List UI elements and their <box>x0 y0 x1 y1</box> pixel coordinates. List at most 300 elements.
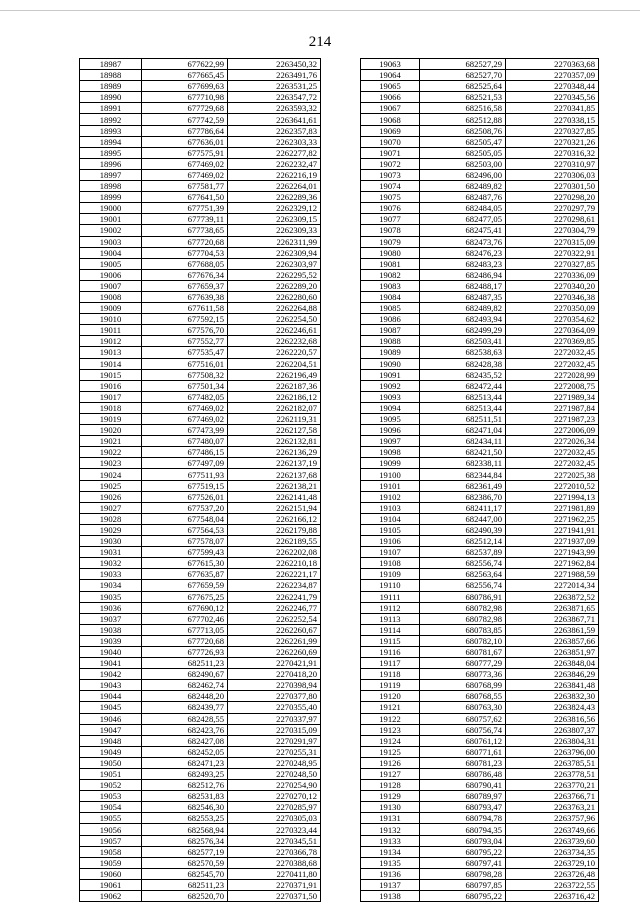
y-coordinate-cell: 2270306,03 <box>506 169 599 180</box>
x-coordinate-cell: 682488,17 <box>420 280 506 291</box>
table-row <box>361 369 599 380</box>
point-number-cell: 19004 <box>80 247 142 258</box>
x-coordinate-cell: 682538,63 <box>420 347 506 358</box>
table-row <box>361 214 599 225</box>
y-coordinate-cell: 2262280,60 <box>228 291 321 302</box>
y-coordinate-cell: 2263796,00 <box>506 746 599 757</box>
x-coordinate-cell: 677635,87 <box>142 569 228 580</box>
point-number-cell: 19068 <box>361 114 420 125</box>
table-row <box>361 169 599 180</box>
y-coordinate-cell: 2263547,72 <box>228 92 321 103</box>
table-row <box>361 524 599 535</box>
table-row <box>361 247 599 258</box>
x-coordinate-cell: 682471,23 <box>142 757 228 768</box>
point-number-cell: 19097 <box>361 436 420 447</box>
x-coordinate-cell: 682361,49 <box>420 480 506 491</box>
table-row <box>80 580 321 591</box>
point-number-cell: 19082 <box>361 269 420 280</box>
x-coordinate-cell: 680795,22 <box>420 846 506 857</box>
y-coordinate-cell: 2270388,68 <box>228 857 321 868</box>
point-number-cell: 19072 <box>361 158 420 169</box>
point-number-cell: 19027 <box>80 502 142 513</box>
point-number-cell: 19118 <box>361 669 420 680</box>
x-coordinate-cell: 677592,15 <box>142 314 228 325</box>
point-number-cell: 19061 <box>80 879 142 890</box>
point-number-cell: 19031 <box>80 547 142 558</box>
x-coordinate-cell: 682496,00 <box>420 169 506 180</box>
x-coordinate-cell: 682421,50 <box>420 447 506 458</box>
y-coordinate-cell: 2270316,32 <box>506 147 599 158</box>
table-row <box>80 247 321 258</box>
x-coordinate-cell: 682473,76 <box>420 236 506 247</box>
point-number-cell: 19055 <box>80 813 142 824</box>
x-coordinate-cell: 682386,70 <box>420 491 506 502</box>
point-number-cell: 19086 <box>361 314 420 325</box>
y-coordinate-cell: 2270371,91 <box>228 879 321 890</box>
point-number-cell: 19077 <box>361 214 420 225</box>
table-row <box>361 580 599 591</box>
table-row <box>80 868 321 879</box>
y-coordinate-cell: 2262138,21 <box>228 480 321 491</box>
x-coordinate-cell: 677690,12 <box>142 602 228 613</box>
x-coordinate-cell: 682513,44 <box>420 402 506 413</box>
table-row <box>361 81 599 92</box>
y-coordinate-cell: 2272032,45 <box>506 447 599 458</box>
y-coordinate-cell: 2262289,36 <box>228 192 321 203</box>
y-coordinate-cell: 2262264,88 <box>228 303 321 314</box>
y-coordinate-cell: 2262136,29 <box>228 447 321 458</box>
y-coordinate-cell: 2270248,50 <box>228 769 321 780</box>
point-number-cell: 19132 <box>361 824 420 835</box>
point-number-cell: 19074 <box>361 181 420 192</box>
y-coordinate-cell: 2262137,19 <box>228 458 321 469</box>
x-coordinate-cell: 677665,45 <box>142 70 228 81</box>
top-rule <box>0 10 640 11</box>
x-coordinate-cell: 682435,52 <box>420 369 506 380</box>
x-coordinate-cell: 682503,41 <box>420 336 506 347</box>
y-coordinate-cell: 2262127,58 <box>228 425 321 436</box>
x-coordinate-cell: 677713,05 <box>142 624 228 635</box>
y-coordinate-cell: 2263841,48 <box>506 680 599 691</box>
table-row <box>361 436 599 447</box>
y-coordinate-cell: 2263770,21 <box>506 780 599 791</box>
x-coordinate-cell: 682577,19 <box>142 846 228 857</box>
table-row <box>361 402 599 413</box>
y-coordinate-cell: 2272010,52 <box>506 480 599 491</box>
point-number-cell: 18992 <box>80 114 142 125</box>
table-row <box>361 802 599 813</box>
y-coordinate-cell: 2270355,40 <box>228 702 321 713</box>
y-coordinate-cell: 2262210,18 <box>228 558 321 569</box>
y-coordinate-cell: 2262220,57 <box>228 347 321 358</box>
table-row <box>80 336 321 347</box>
point-number-cell: 19054 <box>80 802 142 813</box>
y-coordinate-cell: 2270322,91 <box>506 247 599 258</box>
x-coordinate-cell: 682511,51 <box>420 414 506 425</box>
x-coordinate-cell: 677704,53 <box>142 247 228 258</box>
y-coordinate-cell: 2272026,34 <box>506 436 599 447</box>
y-coordinate-cell: 2263824,43 <box>506 702 599 713</box>
x-coordinate-cell: 682570,59 <box>142 857 228 868</box>
point-number-cell: 19046 <box>80 713 142 724</box>
table-row <box>80 602 321 613</box>
y-coordinate-cell: 2270411,80 <box>228 868 321 879</box>
x-coordinate-cell: 682428,38 <box>420 358 506 369</box>
y-coordinate-cell: 2270340,20 <box>506 280 599 291</box>
table-row <box>80 70 321 81</box>
x-coordinate-cell: 682477,05 <box>420 214 506 225</box>
y-coordinate-cell: 2263851,97 <box>506 646 599 657</box>
y-coordinate-cell: 2270305,03 <box>228 813 321 824</box>
y-coordinate-cell: 2263593,32 <box>228 103 321 114</box>
x-coordinate-cell: 680773,36 <box>420 669 506 680</box>
table-row <box>361 258 599 269</box>
x-coordinate-cell: 682489,82 <box>420 303 506 314</box>
point-number-cell: 19117 <box>361 658 420 669</box>
point-number-cell: 19130 <box>361 802 420 813</box>
y-coordinate-cell: 2271987,23 <box>506 414 599 425</box>
x-coordinate-cell: 682516,58 <box>420 103 506 114</box>
point-number-cell: 19045 <box>80 702 142 713</box>
point-number-cell: 19120 <box>361 691 420 702</box>
point-number-cell: 19078 <box>361 225 420 236</box>
point-number-cell: 18999 <box>80 192 142 203</box>
y-coordinate-cell: 2272032,45 <box>506 347 599 358</box>
point-number-cell: 19135 <box>361 857 420 868</box>
x-coordinate-cell: 677516,01 <box>142 358 228 369</box>
x-coordinate-cell: 677738,65 <box>142 225 228 236</box>
x-coordinate-cell: 680790,41 <box>420 780 506 791</box>
table-row <box>361 591 599 602</box>
point-number-cell: 19000 <box>80 203 142 214</box>
x-coordinate-cell: 677473,99 <box>142 425 228 436</box>
y-coordinate-cell: 2262221,17 <box>228 569 321 580</box>
table-row <box>361 125 599 136</box>
table-row <box>361 447 599 458</box>
x-coordinate-cell: 682556,74 <box>420 580 506 591</box>
table-row <box>361 469 599 480</box>
x-coordinate-cell: 680782,10 <box>420 635 506 646</box>
table-row <box>80 280 321 291</box>
y-coordinate-cell: 2270298,61 <box>506 214 599 225</box>
x-coordinate-cell: 677526,01 <box>142 491 228 502</box>
table-row <box>361 425 599 436</box>
table-row <box>361 502 599 513</box>
table-row <box>361 414 599 425</box>
x-coordinate-cell: 682511,23 <box>142 658 228 669</box>
x-coordinate-cell: 682487,35 <box>420 291 506 302</box>
y-coordinate-cell: 2270345,51 <box>228 835 321 846</box>
coordinates-table-left <box>79 58 321 902</box>
point-number-cell: 18990 <box>80 92 142 103</box>
point-number-cell: 19056 <box>80 824 142 835</box>
point-number-cell: 19015 <box>80 369 142 380</box>
point-number-cell: 19021 <box>80 436 142 447</box>
table-row <box>80 291 321 302</box>
y-coordinate-cell: 2262329,12 <box>228 203 321 214</box>
point-number-cell: 19052 <box>80 780 142 791</box>
table-row <box>80 524 321 535</box>
table-row <box>361 314 599 325</box>
table-row <box>361 868 599 879</box>
table-row <box>361 658 599 669</box>
table-row <box>80 125 321 136</box>
table-row <box>80 414 321 425</box>
point-number-cell: 19111 <box>361 591 420 602</box>
x-coordinate-cell: 677508,32 <box>142 369 228 380</box>
x-coordinate-cell: 682448,20 <box>142 691 228 702</box>
y-coordinate-cell: 2262166,12 <box>228 513 321 524</box>
x-coordinate-cell: 677501,34 <box>142 380 228 391</box>
point-number-cell: 19024 <box>80 469 142 480</box>
table-row <box>80 857 321 868</box>
x-coordinate-cell: 682462,74 <box>142 680 228 691</box>
y-coordinate-cell: 2272025,38 <box>506 469 599 480</box>
y-coordinate-cell: 2262137,68 <box>228 469 321 480</box>
table-row <box>361 735 599 746</box>
x-coordinate-cell: 680797,41 <box>420 857 506 868</box>
point-number-cell: 19079 <box>361 236 420 247</box>
point-number-cell: 19035 <box>80 591 142 602</box>
point-number-cell: 19065 <box>361 81 420 92</box>
point-number-cell: 19107 <box>361 547 420 558</box>
table-row <box>361 680 599 691</box>
x-coordinate-cell: 682338,11 <box>420 458 506 469</box>
y-coordinate-cell: 2262234,87 <box>228 580 321 591</box>
table-row <box>361 857 599 868</box>
y-coordinate-cell: 2271943,99 <box>506 547 599 558</box>
y-coordinate-cell: 2270421,91 <box>228 658 321 669</box>
y-coordinate-cell: 2270254,90 <box>228 780 321 791</box>
point-number-cell: 19041 <box>80 658 142 669</box>
point-number-cell: 19051 <box>80 769 142 780</box>
table-row <box>80 669 321 680</box>
y-coordinate-cell: 2263872,52 <box>506 591 599 602</box>
y-coordinate-cell: 2263832,30 <box>506 691 599 702</box>
point-number-cell: 19125 <box>361 746 420 757</box>
table-row <box>80 436 321 447</box>
point-number-cell: 19119 <box>361 680 420 691</box>
y-coordinate-cell: 2272032,45 <box>506 458 599 469</box>
point-number-cell: 19053 <box>80 791 142 802</box>
table-row <box>361 336 599 347</box>
x-coordinate-cell: 682447,00 <box>420 513 506 524</box>
table-row <box>80 769 321 780</box>
y-coordinate-cell: 2263807,37 <box>506 724 599 735</box>
y-coordinate-cell: 2263726,48 <box>506 868 599 879</box>
table-row <box>361 780 599 791</box>
point-number-cell: 19138 <box>361 891 420 902</box>
y-coordinate-cell: 2262232,68 <box>228 336 321 347</box>
table-row <box>361 158 599 169</box>
y-coordinate-cell: 2270304,79 <box>506 225 599 236</box>
y-coordinate-cell: 2272008,75 <box>506 380 599 391</box>
x-coordinate-cell: 677786,64 <box>142 125 228 136</box>
x-coordinate-cell: 680768,99 <box>420 680 506 691</box>
x-coordinate-cell: 680771,61 <box>420 746 506 757</box>
point-number-cell: 19011 <box>80 325 142 336</box>
x-coordinate-cell: 680786,48 <box>420 769 506 780</box>
point-number-cell: 18987 <box>80 59 142 70</box>
y-coordinate-cell: 2270369,85 <box>506 336 599 347</box>
table-row <box>80 225 321 236</box>
point-number-cell: 19040 <box>80 646 142 657</box>
point-number-cell: 19109 <box>361 569 420 580</box>
x-coordinate-cell: 682499,29 <box>420 325 506 336</box>
table-row <box>361 624 599 635</box>
y-coordinate-cell: 2270350,09 <box>506 303 599 314</box>
x-coordinate-cell: 682493,94 <box>420 314 506 325</box>
point-number-cell: 19102 <box>361 491 420 502</box>
point-number-cell: 19001 <box>80 214 142 225</box>
y-coordinate-cell: 2270366,78 <box>228 846 321 857</box>
table-row <box>361 702 599 713</box>
y-coordinate-cell: 2263871,65 <box>506 602 599 613</box>
y-coordinate-cell: 2262141,48 <box>228 491 321 502</box>
y-coordinate-cell: 2270337,97 <box>228 713 321 724</box>
point-number-cell: 19075 <box>361 192 420 203</box>
x-coordinate-cell: 682521,53 <box>420 92 506 103</box>
x-coordinate-cell: 677552,77 <box>142 336 228 347</box>
table-row <box>80 591 321 602</box>
x-coordinate-cell: 677710,98 <box>142 92 228 103</box>
point-number-cell: 19025 <box>80 480 142 491</box>
x-coordinate-cell: 677511,93 <box>142 469 228 480</box>
y-coordinate-cell: 2262261,99 <box>228 635 321 646</box>
y-coordinate-cell: 2270298,20 <box>506 192 599 203</box>
x-coordinate-cell: 682512,88 <box>420 114 506 125</box>
x-coordinate-cell: 682411,17 <box>420 502 506 513</box>
x-coordinate-cell: 682427,08 <box>142 735 228 746</box>
y-coordinate-cell: 2271981,89 <box>506 502 599 513</box>
point-number-cell: 19100 <box>361 469 420 480</box>
point-number-cell: 19115 <box>361 635 420 646</box>
y-coordinate-cell: 2262196,49 <box>228 369 321 380</box>
table-row <box>361 569 599 580</box>
y-coordinate-cell: 2263716,42 <box>506 891 599 902</box>
point-number-cell: 19128 <box>361 780 420 791</box>
table-row <box>80 458 321 469</box>
point-number-cell: 19084 <box>361 291 420 302</box>
point-number-cell: 19073 <box>361 169 420 180</box>
table-row <box>80 169 321 180</box>
y-coordinate-cell: 2263739,60 <box>506 835 599 846</box>
point-number-cell: 19087 <box>361 325 420 336</box>
x-coordinate-cell: 677688,05 <box>142 258 228 269</box>
table-row <box>80 757 321 768</box>
point-number-cell: 19026 <box>80 491 142 502</box>
point-number-cell: 19103 <box>361 502 420 513</box>
y-coordinate-cell: 2262309,94 <box>228 247 321 258</box>
point-number-cell: 19050 <box>80 757 142 768</box>
x-coordinate-cell: 682508,76 <box>420 125 506 136</box>
y-coordinate-cell: 2263857,66 <box>506 635 599 646</box>
x-coordinate-cell: 680786,91 <box>420 591 506 602</box>
table-row <box>361 291 599 302</box>
x-coordinate-cell: 682527,70 <box>420 70 506 81</box>
y-coordinate-cell: 2263763,21 <box>506 802 599 813</box>
y-coordinate-cell: 2270363,68 <box>506 59 599 70</box>
point-number-cell: 19028 <box>80 513 142 524</box>
point-number-cell: 19110 <box>361 580 420 591</box>
point-number-cell: 19002 <box>80 225 142 236</box>
table-row <box>80 891 321 902</box>
table-row <box>361 325 599 336</box>
x-coordinate-cell: 680793,04 <box>420 835 506 846</box>
point-number-cell: 19091 <box>361 369 420 380</box>
y-coordinate-cell: 2270348,44 <box>506 81 599 92</box>
table-row <box>80 236 321 247</box>
table-row <box>80 658 321 669</box>
y-coordinate-cell: 2270346,38 <box>506 291 599 302</box>
point-number-cell: 19020 <box>80 425 142 436</box>
y-coordinate-cell: 2271941,91 <box>506 524 599 535</box>
x-coordinate-cell: 682511,23 <box>142 879 228 890</box>
table-row <box>361 547 599 558</box>
y-coordinate-cell: 2263531,25 <box>228 81 321 92</box>
table-row <box>80 691 321 702</box>
table-row <box>361 114 599 125</box>
point-number-cell: 19114 <box>361 624 420 635</box>
x-coordinate-cell: 677720,68 <box>142 236 228 247</box>
x-coordinate-cell: 677497,09 <box>142 458 228 469</box>
x-coordinate-cell: 680798,28 <box>420 868 506 879</box>
x-coordinate-cell: 677575,91 <box>142 147 228 158</box>
table-row <box>361 724 599 735</box>
table-row <box>80 136 321 147</box>
table-row <box>361 691 599 702</box>
x-coordinate-cell: 677729,68 <box>142 103 228 114</box>
x-coordinate-cell: 682471,04 <box>420 425 506 436</box>
table-row <box>361 225 599 236</box>
x-coordinate-cell: 677659,37 <box>142 280 228 291</box>
x-coordinate-cell: 677641,50 <box>142 192 228 203</box>
table-row <box>361 846 599 857</box>
x-coordinate-cell: 677639,38 <box>142 291 228 302</box>
table-row <box>361 147 599 158</box>
x-coordinate-cell: 677636,01 <box>142 136 228 147</box>
x-coordinate-cell: 682344,84 <box>420 469 506 480</box>
y-coordinate-cell: 2263491,76 <box>228 70 321 81</box>
point-number-cell: 19096 <box>361 425 420 436</box>
table-row <box>80 746 321 757</box>
x-coordinate-cell: 682527,29 <box>420 59 506 70</box>
point-number-cell: 19016 <box>80 380 142 391</box>
x-coordinate-cell: 677537,20 <box>142 502 228 513</box>
table-row <box>80 480 321 491</box>
point-number-cell: 19108 <box>361 558 420 569</box>
y-coordinate-cell: 2270371,50 <box>228 891 321 902</box>
x-coordinate-cell: 677676,34 <box>142 269 228 280</box>
point-number-cell: 19033 <box>80 569 142 580</box>
table-row <box>361 536 599 547</box>
table-row <box>361 835 599 846</box>
point-number-cell: 19059 <box>80 857 142 868</box>
y-coordinate-cell: 2270341,85 <box>506 103 599 114</box>
x-coordinate-cell: 677519,15 <box>142 480 228 491</box>
x-coordinate-cell: 682545,70 <box>142 868 228 879</box>
y-coordinate-cell: 2270310,97 <box>506 158 599 169</box>
point-number-cell: 19009 <box>80 303 142 314</box>
y-coordinate-cell: 2262295,52 <box>228 269 321 280</box>
point-number-cell: 19060 <box>80 868 142 879</box>
y-coordinate-cell: 2270315,09 <box>506 236 599 247</box>
table-row <box>80 624 321 635</box>
point-number-cell: 19106 <box>361 536 420 547</box>
x-coordinate-cell: 677659,59 <box>142 580 228 591</box>
point-number-cell: 19069 <box>361 125 420 136</box>
point-number-cell: 19070 <box>361 136 420 147</box>
